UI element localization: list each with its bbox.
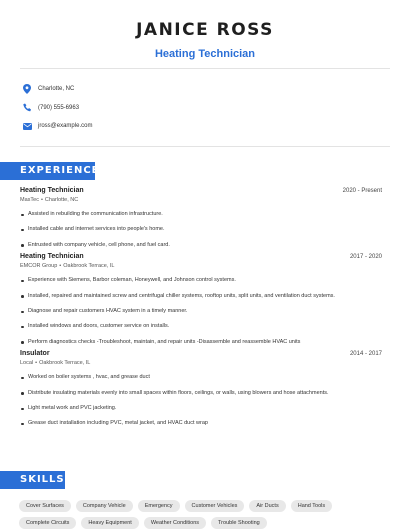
bullet-item: Installed, repaired and maintained screw and centrifugal chiller systems, rooftop units, split units, and ventilation duct systems.	[20, 289, 382, 304]
company-location: Charlotte, NC	[44, 197, 79, 203]
company-name: MasTec	[20, 197, 39, 203]
contact-divider	[20, 146, 390, 147]
bullet-item: Grease duct installation including PVC, metal jacket, and HVAC duct wrap	[20, 416, 382, 431]
phone-icon	[20, 101, 34, 115]
bullet-item: Installed cable and internet services into people's home.	[20, 222, 382, 237]
skill-chip: Weather Conditions	[144, 517, 206, 529]
resume-header	[0, 0, 410, 60]
company-location: Oakbrook Terrace, IL	[63, 263, 115, 270]
bullet-item: Distribute insulating materials evenly into small spaces within floors, ceilings, or walls, using blowers and hose attachments.	[20, 386, 382, 401]
bullet-item: Worked on boiler systems , hvac, and grease duct	[20, 370, 382, 385]
bullet-item: Assisted in rebuilding the communication infrastructure.	[20, 207, 382, 222]
candidate-name: JANICE ROSS	[136, 20, 274, 40]
bullet-item: Entrusted with company vehicle, cell phone, and fuel card.	[20, 238, 382, 253]
contact-location-text: Charlotte, NC	[38, 86, 75, 93]
bullet-item: Perform diagnostics checks -Troubleshoot, maintain, and repair units -Disassemble and reassemble HVAC units	[20, 335, 382, 350]
skill-chip: Company Vehicle	[76, 500, 133, 512]
job-entry-dates: 2020 - Present	[342, 188, 382, 194]
bullet-item: Diagnose and repair customers HVAC system in a timely manner.	[20, 304, 382, 319]
job-entry-company: MasTec • Charlotte, NC	[20, 197, 79, 203]
experience-heading: EXPERIENCE	[0, 162, 95, 180]
company-name: EMCOR Group	[20, 263, 58, 270]
job-entry	[20, 187, 382, 253]
job-bullets	[20, 370, 382, 432]
job-entry-title: Heating Technician	[20, 253, 84, 261]
contact-location	[20, 80, 390, 99]
job-entry	[20, 350, 382, 432]
skills-heading: SKILLS	[0, 471, 65, 489]
skill-chip: Complete Circuits	[19, 517, 76, 529]
location-pin-icon	[20, 82, 34, 96]
skill-chip: Trouble Shooting	[211, 517, 267, 529]
skill-chip: Heavy Equipment	[81, 517, 138, 529]
job-entry-company: EMCOR Group • Oakbrook Terrace, IL	[20, 263, 115, 270]
contact-list	[20, 80, 390, 136]
job-entry-dates: 2014 - 2017	[349, 351, 382, 358]
job-bullets	[20, 207, 382, 253]
job-title: Heating Technician	[154, 48, 256, 60]
skill-chip: Customer Vehicles	[185, 500, 245, 512]
email-icon	[20, 119, 34, 133]
bullet-item: Experience with Siemens, Barbor coleman, Honeywell, and Johnson control systems.	[20, 273, 382, 288]
skill-chip: Air Ducts	[249, 500, 285, 512]
contact-phone-text: (790) 555-6963	[38, 104, 80, 111]
contact-email	[20, 117, 390, 136]
company-location: Oakbrook Terrace, IL	[39, 360, 91, 367]
job-entry-company: Local • Oakbrook Terrace, IL	[20, 360, 91, 367]
skill-chip: Hand Tools	[291, 500, 332, 512]
contact-phone	[20, 99, 390, 118]
bullet-item: Installed windows and doors, customer service on installs.	[20, 319, 382, 334]
experience-list	[20, 187, 382, 432]
skills-list	[19, 500, 391, 529]
skill-chip: Emergency	[138, 500, 180, 512]
job-bullets	[20, 273, 382, 350]
job-entry-title: Heating Technician	[20, 187, 84, 194]
job-entry	[20, 253, 382, 350]
job-entry-title: Insulator	[20, 350, 50, 358]
header-divider	[20, 68, 390, 69]
bullet-item: Light metal work and PVC jacketing.	[20, 401, 382, 416]
contact-email-text: jross@example.com	[38, 123, 93, 130]
skill-chip: Cover Surfaces	[19, 500, 71, 512]
company-name: Local	[20, 360, 34, 367]
job-entry-dates: 2017 - 2020	[349, 254, 382, 261]
